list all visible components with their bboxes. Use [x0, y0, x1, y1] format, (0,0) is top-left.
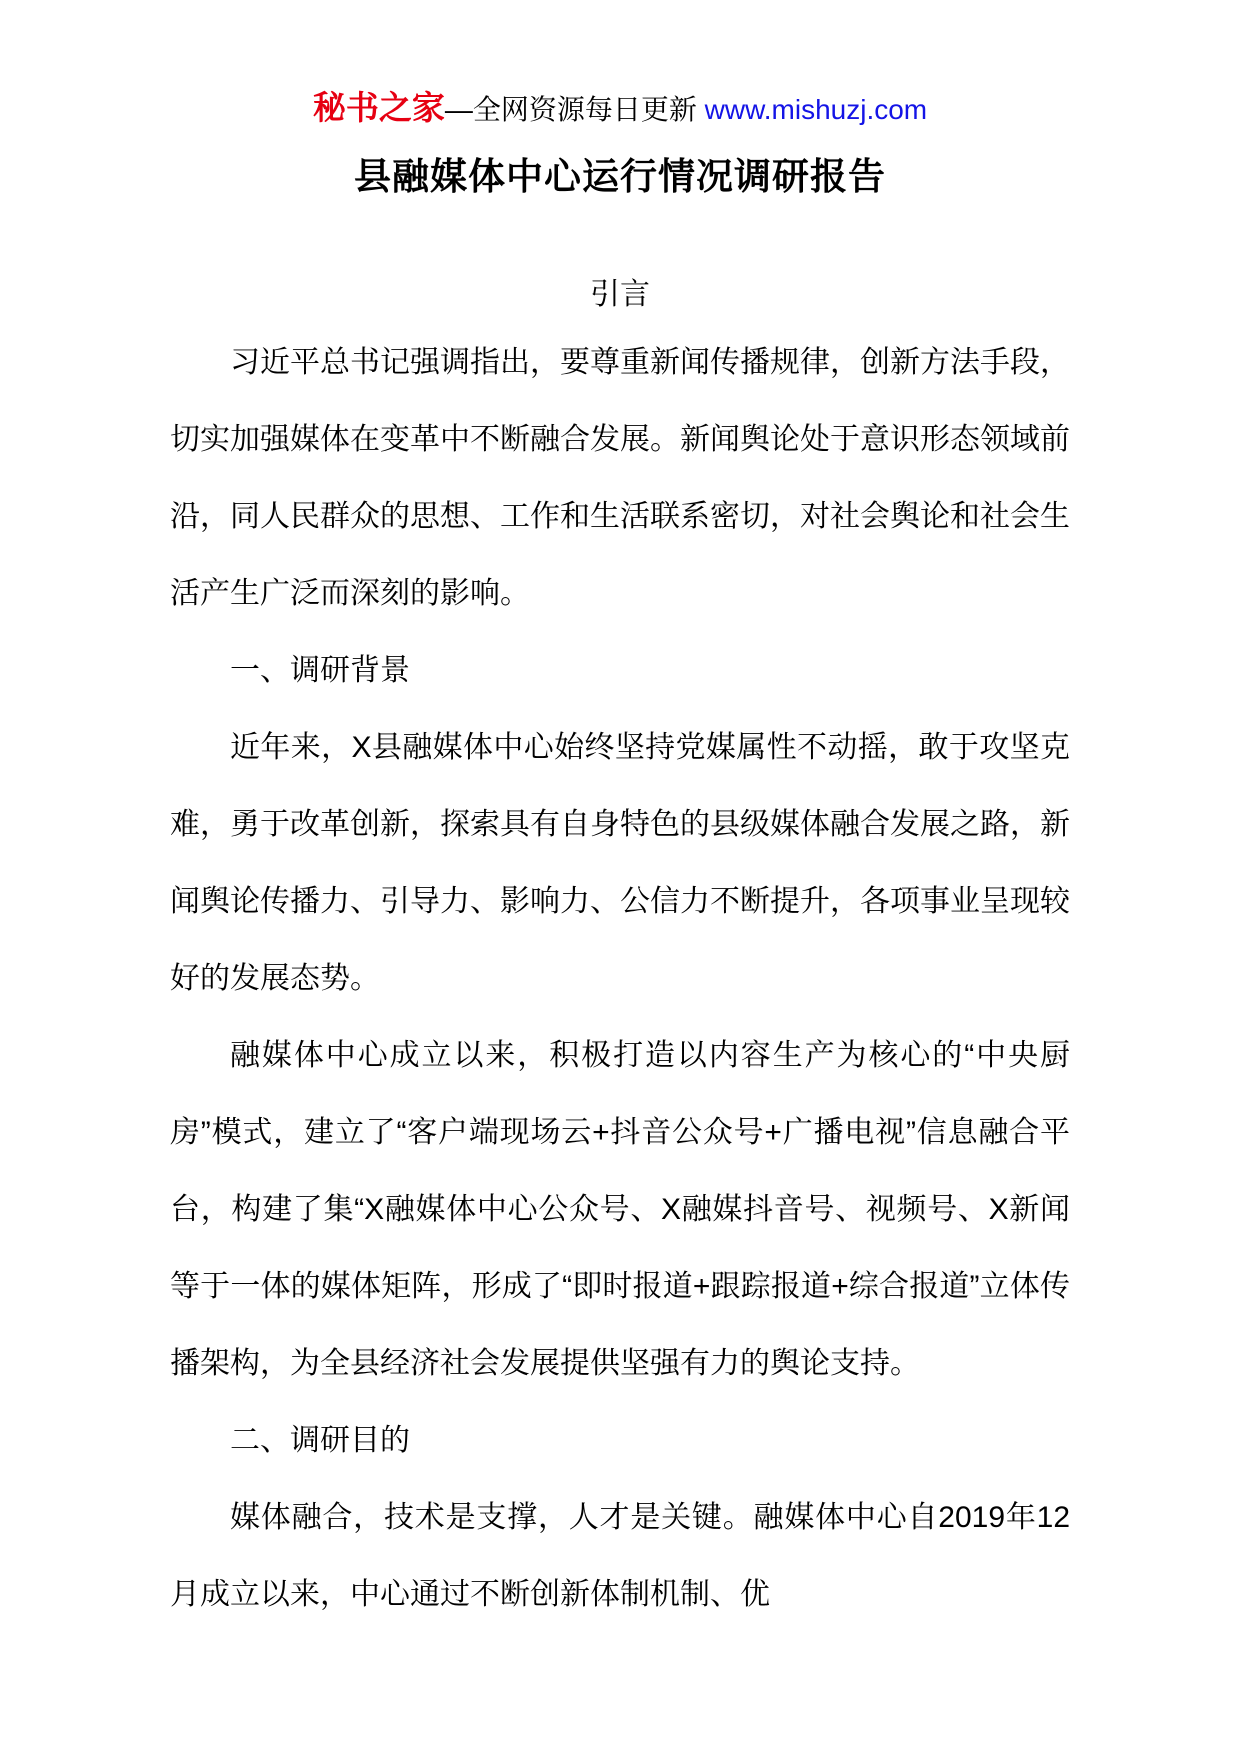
intro-paragraph: 习近平总书记强调指出，要尊重新闻传播规律，创新方法手段，切实加强媒体在变革中不断融合发展。新闻舆论处于意识形态领域前沿，同人民群众的思想、工作和生活联系密切，对社会舆论和社会生活产生广泛而深刻的影响。	[170, 346, 1070, 610]
site-header	[170, 88, 1070, 130]
document-title: 县融媒体中心运行情况调研报告	[354, 156, 886, 197]
site-brand: 秘书之家	[312, 89, 445, 126]
background-paragraph-1: 近年来，X县融媒体中心始终坚持党媒属性不动摇，敢于攻坚克难，勇于改革创新，探索具有自身特色的县级媒体融合发展之路，新闻舆论传播力、引导力、影响力、公信力不断提升，各项事业呈现较好的发展态势。	[170, 731, 1070, 995]
section-heading-purpose: 二、调研目的	[230, 1424, 410, 1457]
purpose-paragraph: 媒体融合，技术是支撑，人才是关键。融媒体中心自2019年12月成立以来，中心通过不断创新体制机制、优	[170, 1501, 1070, 1611]
section-heading-background: 一、调研背景	[230, 654, 410, 687]
intro-section-title: 引言	[590, 278, 650, 311]
background-paragraph-2: 融媒体中心成立以来，积极打造以内容生产为核心的“中央厨房”模式，建立了“客户端现场云+抖音公众号+广播电视”信息融合平台，构建了集“X融媒体中心公众号、X融媒抖音号、视频号、X新闻等于一体的媒体矩阵，形成了“即时报道+跟踪报道+综合报道”立体传播架构，为全县经济社会发展提供坚强有力的舆论支持。	[170, 1039, 1070, 1380]
site-tagline: —全网资源每日更新	[444, 94, 705, 125]
site-url-link[interactable]: www.mishuzj.com	[704, 94, 928, 125]
